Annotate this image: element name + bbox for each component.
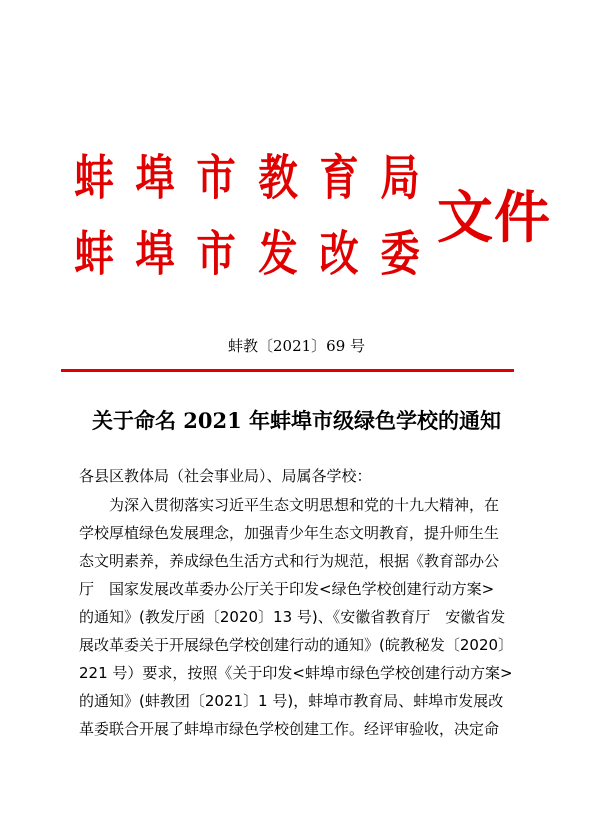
agency-char: 埠 — [135, 150, 175, 206]
agency-char: 发 — [257, 226, 298, 282]
agency-char: 市 — [196, 226, 237, 282]
red-divider-line — [61, 369, 514, 372]
body-line: 的通知》(蚌教团〔2021〕1 号)，蚌埠市教育局、蚌埠市发展改 — [79, 692, 504, 710]
agency-name-education-bureau — [70, 152, 424, 204]
body-line: 态文明素养，养成绿色生活方式和行为规范，根据《教育部办公 — [79, 552, 500, 570]
agency-char: 改 — [319, 226, 359, 282]
agency-char: 局 — [380, 150, 420, 206]
agency-char: 委 — [380, 226, 420, 282]
document-title: 关于命名 2021 年蚌埠市级绿色学校的通知 — [91, 408, 502, 433]
body-paragraph — [79, 491, 519, 743]
body-line: 厅 国家发展改革委办公厅关于印发<绿色学校创建行动方案> — [79, 580, 495, 598]
body-line: 革委联合开展了蚌埠市绿色学校创建工作。经评审验收，决定命 — [79, 720, 500, 738]
agency-name-development-commission — [70, 228, 424, 280]
body-line: 的通知》(教发厅函〔2020〕13 号)、《安徽省教育厅 安徽省发 — [79, 608, 506, 626]
body-line: 学校厚植绿色发展理念，加强青少年生态文明教育，提升师生生 — [79, 524, 500, 542]
agency-char: 埠 — [135, 226, 175, 282]
salutation: 各县区教体局（社会事业局）、局属各学校： — [79, 467, 372, 485]
document-number: 蚌教〔2021〕69 号 — [227, 337, 366, 355]
body-line: 221 号）要求，按照《关于印发<蚌埠市绿色学校创建行动方案> — [79, 664, 513, 682]
agency-char: 育 — [319, 150, 359, 206]
agency-char: 教 — [257, 150, 298, 206]
agency-char: 市 — [196, 150, 237, 206]
agency-char: 蚌 — [74, 226, 114, 282]
document-type-label: 文件 — [437, 185, 551, 251]
agency-char: 蚌 — [74, 150, 114, 206]
body-line: 展改革委关于开展绿色学校创建行动的通知》(皖教秘发〔2020〕 — [79, 636, 514, 654]
body-line: 为深入贯彻落实习近平生态文明思想和党的十九大精神，在 — [109, 496, 500, 514]
